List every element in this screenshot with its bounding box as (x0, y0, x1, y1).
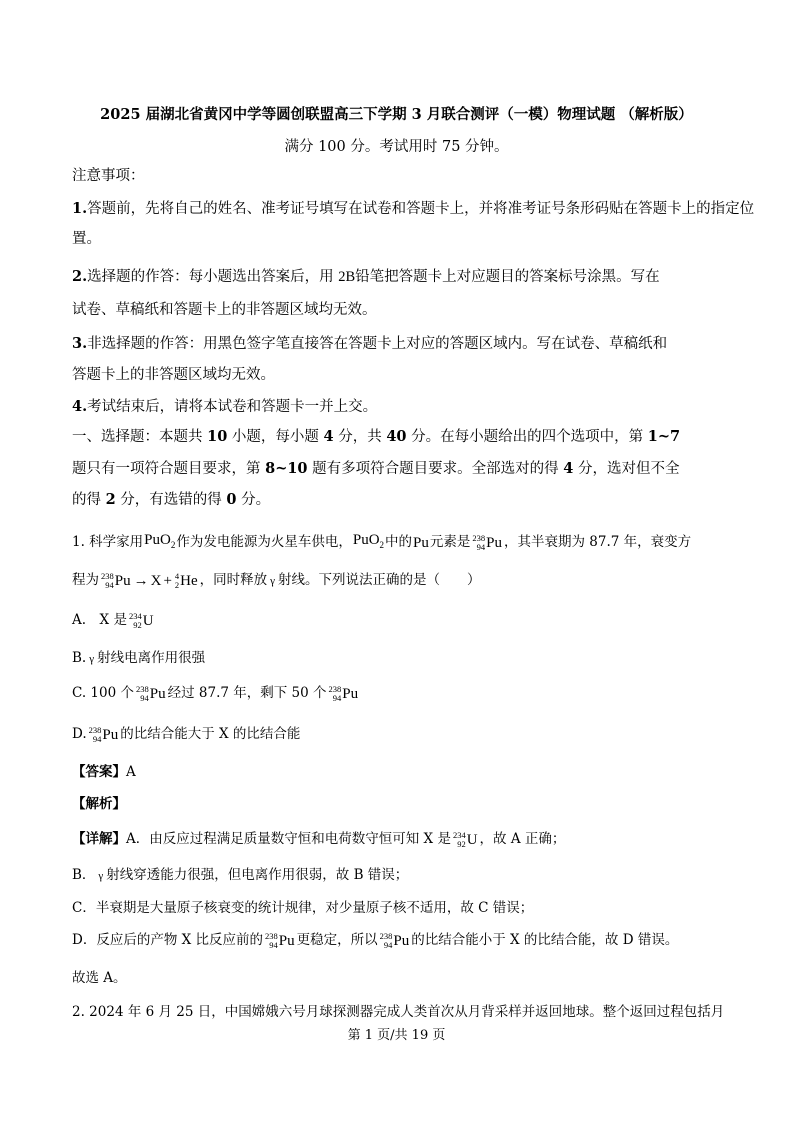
question-1-option-b: B. γ 射线电离作用很强 (72, 650, 206, 666)
nuclide-u-234: 234 92 U (128, 610, 154, 630)
question-1-equation-line: 程为 238 94 Pu → X + 4 2 He ，同时释放 γ 射线。下列说法正确的是（ ） (72, 570, 481, 590)
detail-a: 【详解】A．由反应过程满足质量数守恒和电荷数守恒可知 X 是 234 92 U ，故 A 正确； (72, 829, 566, 849)
nuclide-pu-238: 238 94 Pu (101, 570, 131, 590)
nuclide-he-4: 4 2 He (174, 570, 198, 590)
detail-d: D．反应后的产物 X 比反应前的 238 94 Pu 更稳定，所以 238 94 Pu 的比结合能小于 X 的比结合能，故 D 错误。 (72, 930, 679, 950)
gamma-symbol: γ (89, 653, 95, 665)
notice-item-2-cont: 试卷、草稿纸和答题卡上的非答题区域均无效。 (72, 302, 377, 318)
detail-c: C．半衰期是大量原子核衰变的统计规律，对少量原子核不适用，故 C 错误； (72, 900, 534, 916)
nuclide-pu-238: 238 94 Pu (136, 683, 166, 703)
analysis-tag: 【解析】 (72, 796, 126, 812)
notice-item-4: 4.考试结束后，请将本试卷和答题卡一并上交。 (72, 398, 378, 415)
document-title: 2025 届湖北省黄冈中学等圆创联盟高三下学期 3 月联合测评（一模）物理试题 （解析版） (100, 106, 693, 123)
nuclide-pu-238: 238 94 Pu (265, 930, 295, 950)
nuclide-pu-238: 238 94 Pu (328, 683, 359, 703)
document-subtitle: 满分 100 分。考试用时 75 分钟。 (284, 139, 509, 155)
nuclide-pu-238: 238 94 Pu (379, 930, 410, 950)
gamma-symbol: γ (98, 870, 104, 882)
question-2-stem: 2. 2024 年 6 月 25 日，中国嫦娥六号月球探测器完成人类首次从月背采样并返回地球。整个返回过程包括月 (72, 1004, 725, 1020)
section-heading-line-1: 一、选择题：本题共 10 小题，每小题 4 分，共 40 分。在每小题给出的四个选项中，第 1~7 (72, 428, 681, 445)
formula-puo2: PuO$_2$ (352, 532, 385, 550)
nuclide-pu-238: 238 94 Pu (472, 532, 502, 552)
notice-item-1: 1.答题前，先将自己的姓名、准考证号填写在试卷和答题卡上，并将准考证号条形码贴在答题卡上的指定位 (72, 200, 755, 217)
notice-item-1-cont: 置。 (72, 231, 101, 247)
question-1-stem: 1. 科学家用PuO$_2$作为发电能源为火星车供电，PuO$_2$中的Pu元素是 238 94 Pu ，其半衰期为 87.7 年，衰变方 (72, 532, 692, 552)
answer-line: 【答案】A (72, 764, 136, 780)
section-heading-line-3: 的得 2 分，有选错的得 0 分。 (72, 491, 271, 508)
arrow-symbol: → (133, 572, 149, 589)
section-heading-line-2: 题只有一项符合题目要求，第 8~10 题有多项符合题目要求。全部选对的得 4 分，选对但不全 (72, 460, 680, 477)
question-1-option-c: C. 100 个 238 94 Pu 经过 87.7 年，剩下 50 个 238 94 Pu (72, 683, 359, 703)
question-1-option-a: A. X 是 234 92 U (72, 610, 154, 630)
page-footer: 第 1 页/共 19 页 (347, 1028, 446, 1043)
notice-item-3: 3.非选择题的作答：用黑色签字笔直接答在答题卡上对应的答题区域内。写在试卷、草稿纸和 (72, 335, 668, 352)
gamma-symbol: γ (270, 575, 276, 587)
formula-puo2: PuO$_2$ (144, 532, 176, 550)
nuclide-pu-238: 238 94 Pu (88, 724, 119, 744)
answer-value: A (126, 764, 136, 780)
symbol-pu: Pu (413, 534, 429, 551)
question-1-option-d: D. 238 94 Pu 的比结合能大于 X 的比结合能 (72, 724, 301, 744)
final-choice: 故选 A。 (72, 970, 127, 986)
detail-b: B． γ 射线穿透能力很强，但电离作用很弱，故 B 错误； (72, 867, 409, 883)
notice-item-2: 2.选择题的作答：每小题选出答案后，用 2B铅笔把答题卡上对应题目的答案标号涂黑。写在 (72, 268, 660, 285)
notice-item-3-cont: 答题卡上的非答题区域均无效。 (72, 367, 275, 383)
notice-heading: 注意事项： (72, 168, 145, 184)
nuclide-u-234: 234 92 U (452, 829, 478, 849)
